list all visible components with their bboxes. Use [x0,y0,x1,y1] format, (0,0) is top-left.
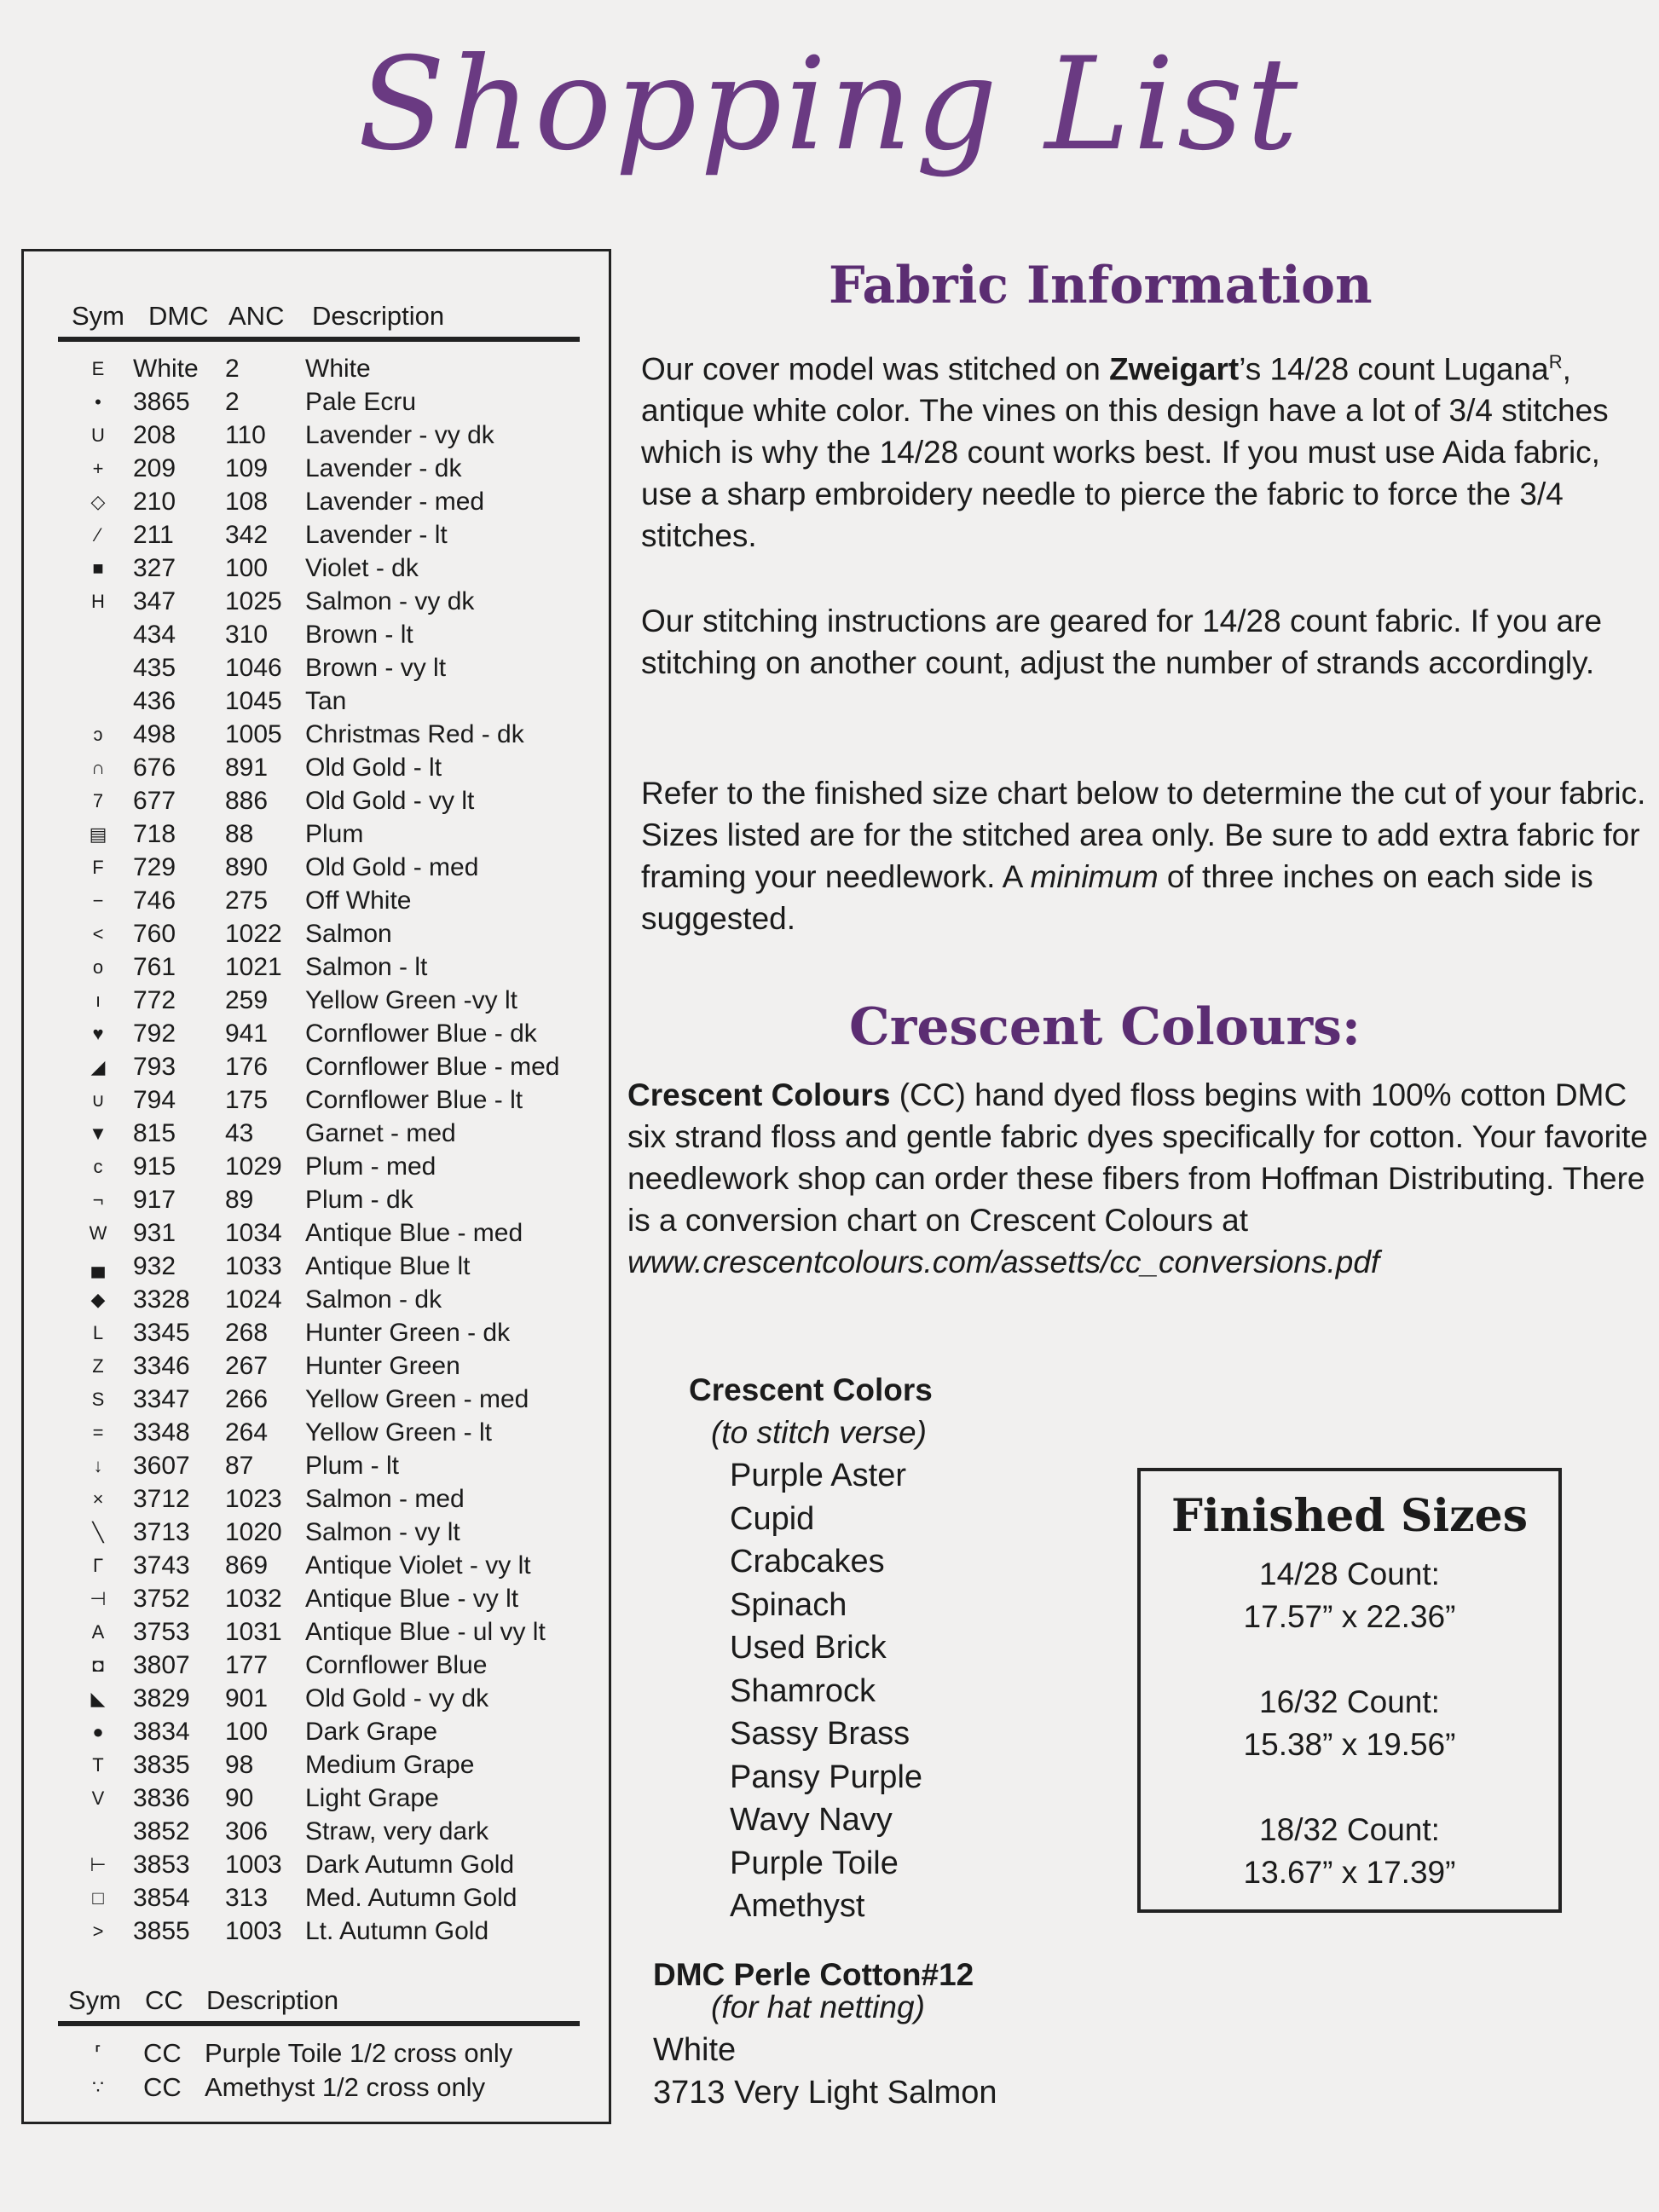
color-description: Garnet - med [305,1119,456,1147]
symbol: ■ [92,557,104,579]
color-row [24,1915,614,1948]
anchor-code: 43 [225,1119,254,1147]
symbol: + [92,458,104,479]
header-dmc: DMC [148,301,209,331]
symbol: ⊢ [90,1854,107,1875]
dmc-code: 347 [133,587,176,615]
color-description: Plum - lt [305,1452,400,1480]
color-description: Med. Autumn Gold [305,1884,517,1912]
anchor-code: 110 [225,421,266,449]
crescent-color-item: Sassy Brass [730,1716,910,1752]
anchor-code: 869 [225,1551,269,1580]
symbol: ∩ [91,757,105,778]
anchor-code: 2 [225,355,240,383]
color-description: Light Grape [305,1784,439,1812]
color-description: Antique Blue - vy lt [305,1585,519,1613]
dmc-code: 3836 [133,1784,190,1812]
color-description: Brown - vy lt [305,654,447,682]
symbol: < [92,923,104,944]
color-row [24,751,614,784]
perle-item-salmon: 3713 Very Light Salmon [653,2075,997,2111]
color-description: Lt. Autumn Gold [305,1917,489,1945]
symbol: ↓ [93,1455,103,1476]
crescent-list-heading: Crescent Colors [689,1372,933,1407]
anchor-code: 1023 [225,1485,282,1513]
color-row [24,1017,614,1050]
dmc-code: 498 [133,720,176,748]
color-row [24,1250,614,1283]
anchor-code: 100 [225,554,269,582]
anchor-code: 98 [225,1751,254,1779]
color-description: Salmon - dk [305,1285,442,1314]
symbol: U [91,424,105,446]
dmc-code: 729 [133,853,176,881]
dmc-code: 211 [133,521,174,549]
perle-heading: DMC Perle Cotton#12 [653,1957,974,1992]
anchor-code: 342 [225,521,269,549]
dmc-code: 792 [133,1019,176,1048]
symbol: ◆ [90,1289,106,1310]
anchor-code: 306 [225,1817,269,1845]
color-description: Old Gold - lt [305,754,442,782]
symbol: Z [92,1355,104,1377]
color-row [24,419,614,452]
size-dims-14: 17.57” x 22.36” [1243,1599,1456,1634]
color-row [24,684,614,718]
dmc-code: 3853 [133,1851,190,1879]
anchor-code: 1034 [225,1219,282,1247]
dmc-code: 3346 [133,1352,190,1380]
symbol: Γ [92,1555,104,1576]
dmc-code: 3712 [133,1485,190,1513]
perle-item-white: White [653,2032,737,2068]
crescent-color-item: Used Brick [730,1630,887,1666]
symbol: ◢ [90,1056,106,1077]
color-description: Lavender - dk [305,454,462,482]
color-description: Cornflower Blue - dk [305,1019,537,1048]
symbol: ▼ [89,1123,107,1144]
anchor-code: 109 [225,454,269,482]
color-description: Lavender - lt [305,521,448,549]
color-row [24,1682,614,1715]
color-row [24,851,614,884]
color-description: Hunter Green [305,1352,460,1380]
color-description: Salmon [305,920,392,948]
fabric-paragraph-1: Our cover model was stitched on Zweigart’s 14/28 count Lugana$^R$, antique white color. The vines on this design have a lot of 3/4 stitches which is why the 14/28 count works best. If you must use Aida fabric, use a sharp embroidery needle to pierce the fabric to force the 3/4 stitches. [641,351,1609,554]
anchor-code: 87 [225,1452,254,1480]
color-row [24,917,614,950]
color-row [24,485,614,518]
dmc-code: 760 [133,920,176,948]
crescent-color-item: Wavy Navy [730,1802,893,1838]
crescent-paragraph: Crescent Colours (CC) hand dyed floss begins with 100% cotton DMC six strand floss and gentle fabric dyes specifically for cotton. Your favorite needlework shop can order these fibers from Hoffman Distributing. There is a conversion chart on Crescent Colours at www.crescentcolours.com/assetts/cc_conversions.pdf [627,1077,1648,1279]
color-description: Dark Autumn Gold [305,1851,515,1879]
color-row [24,1117,614,1150]
dmc-code: 3835 [133,1751,190,1779]
dmc-code: 3807 [133,1651,190,1679]
color-row [24,884,614,917]
anchor-code: 1020 [225,1518,282,1546]
color-description: Lavender - med [305,488,485,516]
dmc-code: 772 [133,986,176,1014]
symbol: 7 [92,790,104,811]
anchor-code: 1045 [225,687,282,715]
color-description: Lavender - vy dk [305,421,494,449]
color-row [24,718,614,751]
color-description: Antique Blue - med [305,1219,523,1247]
dmc-code: 793 [133,1053,176,1081]
color-row [24,1615,614,1649]
dmc-code: 3834 [133,1718,190,1746]
dmc-code: 3328 [133,1285,190,1314]
dmc-code: 915 [133,1152,176,1181]
color-description: Old Gold - med [305,853,479,881]
symbol: = [92,1422,104,1443]
dmc-code: 815 [133,1119,176,1147]
size-count-14: 14/28 Count: [1259,1556,1440,1591]
crescent-list-subheading: (to stitch verse) [711,1415,927,1450]
color-row [24,1349,614,1383]
anchor-code: 941 [225,1019,269,1048]
color-description: Medium Grape [305,1751,475,1779]
color-description: White [305,355,371,383]
color-row [24,950,614,984]
symbol: T [92,1754,104,1776]
size-count-18: 18/32 Count: [1259,1812,1440,1847]
symbol: W [89,1222,107,1244]
color-description: Salmon - med [305,1485,465,1513]
fabric-paragraph-2: Our stitching instructions are geared for 14/28 count fabric. If you are stitching on another count, adjust the number of strands accordingly. [641,604,1603,680]
dmc-code: 3347 [133,1385,190,1413]
cc-header-cc: CC [145,1985,183,2015]
color-description: Plum [305,820,364,848]
color-description: Yellow Green - med [305,1385,529,1413]
color-row [24,1283,614,1316]
anchor-code: 89 [225,1186,254,1214]
dmc-code: 3829 [133,1684,190,1712]
color-description: Violet - dk [305,554,419,582]
finished-sizes-heading: Finished Sizes [1171,1490,1529,1542]
color-row [24,1216,614,1250]
anchor-code: 1032 [225,1585,282,1613]
cc-row [24,2071,614,2105]
color-row [24,1549,614,1582]
size-dims-16: 15.38” x 19.56” [1243,1727,1456,1762]
dmc-code: 3345 [133,1319,190,1347]
anchor-code: 1046 [225,654,282,682]
color-row [24,784,614,817]
dmc-code: 436 [133,687,176,715]
symbol: F [92,857,104,878]
header-sym: Sym [72,301,124,331]
color-description: Dark Grape [305,1718,438,1746]
crescent-heading: Crescent Colours: [849,997,1361,1057]
crescent-color-item: Purple Aster [730,1458,906,1493]
anchor-code: 1021 [225,953,282,981]
color-description: Cornflower Blue [305,1651,488,1679]
anchor-code: 1025 [225,587,282,615]
color-row [24,1582,614,1615]
dmc-code: 210 [133,488,176,516]
symbol: ı [95,990,101,1011]
color-description: Old Gold - vy dk [305,1684,489,1712]
cc-row [24,2036,614,2071]
color-description: Straw, very dark [305,1817,489,1845]
cc-description: Amethyst 1/2 cross only [205,2072,486,2102]
color-row [24,452,614,485]
color-row [24,552,614,585]
color-row [24,1316,614,1349]
color-row [24,1183,614,1216]
page-title: Shopping List [357,31,1302,179]
symbol: ╲ [92,1522,104,1543]
header-anc: ANC [228,301,285,331]
dmc-code: 677 [133,787,176,815]
dmc-code: 917 [133,1186,176,1214]
anchor-code: 891 [225,754,269,782]
symbol: A [91,1621,105,1643]
crescent-color-item: Amethyst [730,1888,865,1924]
color-row [24,1449,614,1482]
anchor-code: 1005 [225,720,282,748]
size-count-16: 16/32 Count: [1259,1684,1440,1719]
dmc-code: 931 [133,1219,176,1247]
color-row [24,1881,614,1915]
symbol: □ [92,1887,104,1909]
anchor-code: 1029 [225,1152,282,1181]
perle-subheading: (for hat netting) [711,1990,925,2024]
anchor-code: 108 [225,488,269,516]
anchor-code: 264 [225,1418,269,1447]
dmc-code: 3852 [133,1817,190,1845]
cc-code: CC [143,2072,182,2102]
color-description: Cornflower Blue - med [305,1053,560,1081]
anchor-code: 176 [225,1053,269,1081]
dmc-code: 676 [133,754,176,782]
dmc-code: 3854 [133,1884,190,1912]
color-description: Brown - lt [305,621,413,649]
symbol: ▤ [89,823,107,845]
anchor-code: 1024 [225,1285,282,1314]
dmc-code: 718 [133,820,176,848]
anchor-code: 175 [225,1086,269,1114]
crescent-color-item: Crabcakes [730,1544,885,1580]
color-description: Off White [305,887,412,915]
color-row [24,1416,614,1449]
anchor-code: 886 [225,787,269,815]
symbol: L [92,1322,104,1343]
crescent-color-item: Purple Toile [730,1845,899,1881]
color-row [24,1748,614,1782]
fabric-paragraph-3: Refer to the finished size chart below to determine the cut of your fabric. Sizes listed are for the stitched area only. Be sure to add extra fabric for framing your needlework. A minimum of three inches on each side is suggested. [641,776,1646,936]
color-row [24,1516,614,1549]
color-description: Antique Blue - ul vy lt [305,1618,546,1646]
color-row [24,1482,614,1516]
dmc-code: 3713 [133,1518,190,1546]
symbol: > [92,1920,104,1942]
color-description: Salmon - vy lt [305,1518,460,1546]
color-description: Cornflower Blue - lt [305,1086,523,1114]
crescent-color-item: Cupid [730,1500,815,1537]
dmc-code: 209 [133,454,176,482]
symbol: ⸢ [94,2042,102,2064]
symbol: − [92,890,104,911]
size-dims-18: 13.67” x 17.39” [1243,1855,1456,1890]
dmc-code: 3855 [133,1917,190,1945]
color-row [24,585,614,618]
crescent-url: www.crescentcolours.com/assetts/cc_conversions.pdf [627,1245,1380,1279]
dmc-code: 327 [133,554,176,582]
anchor-code: 177 [225,1651,269,1679]
symbol: V [91,1788,105,1809]
dmc-code: 3753 [133,1618,190,1646]
header-rule [58,337,580,342]
fabric-heading: Fabric Information [829,256,1373,315]
color-row [24,1083,614,1117]
symbol: ◘ [92,1655,104,1676]
color-row [24,1050,614,1083]
color-description: Salmon - lt [305,953,428,981]
symbol: o [92,956,104,978]
color-description: Antique Violet - vy lt [305,1551,531,1580]
color-row [24,817,614,851]
dmc-code: 746 [133,887,176,915]
color-description: Plum - med [305,1152,436,1181]
cc-code: CC [143,2038,182,2068]
anchor-code: 1003 [225,1917,282,1945]
crescent-color-item: Pansy Purple [730,1759,923,1795]
symbol: • [95,391,101,413]
color-row [24,651,614,684]
color-description: Hunter Green - dk [305,1319,511,1347]
symbol: ⁄ [96,524,100,546]
symbol: E [91,358,105,379]
anchor-code: 90 [225,1784,254,1812]
symbol: ♥ [92,1023,104,1044]
symbol: ↄ [93,724,103,745]
color-row [24,1782,614,1815]
color-row [24,385,614,419]
dmc-code: 3752 [133,1585,190,1613]
anchor-code: 100 [225,1718,269,1746]
symbol: ∪ [90,1089,106,1111]
symbol: H [91,591,105,612]
crescent-color-item: Spinach [730,1586,847,1623]
dmc-code: White [133,355,199,383]
symbol: c [93,1156,103,1177]
color-description: Salmon - vy dk [305,587,475,615]
symbol: ◇ [90,491,106,512]
anchor-code: 266 [225,1385,269,1413]
symbol: ⊣ [90,1588,107,1609]
dmc-code: 932 [133,1252,176,1280]
anchor-code: 267 [225,1352,269,1380]
dmc-code: 3865 [133,388,190,416]
color-description: Old Gold - vy lt [305,787,475,815]
color-row [24,1649,614,1682]
dmc-code: 3607 [133,1452,190,1480]
anchor-code: 1031 [225,1618,282,1646]
color-description: Yellow Green -vy lt [305,986,517,1014]
dmc-code: 434 [133,621,176,649]
color-description: Tan [305,687,347,715]
color-row [24,518,614,552]
color-description: Yellow Green - lt [305,1418,492,1447]
color-row [24,1848,614,1881]
symbol: ● [92,1721,104,1742]
cc-header-description: Description [206,1985,339,2015]
symbol: ◣ [90,1688,106,1709]
symbol: S [91,1389,105,1410]
header-description: Description [312,301,445,331]
cc-header-rule [58,2021,580,2026]
symbol: × [92,1488,104,1510]
dmc-code: 435 [133,654,176,682]
color-description: Christmas Red - dk [305,720,524,748]
dmc-code: 761 [133,953,176,981]
color-row [24,1715,614,1748]
cc-header-sym: Sym [68,1985,121,2015]
dmc-code: 3348 [133,1418,190,1447]
color-description: Plum - dk [305,1186,413,1214]
zweigart-brand: Zweigart [1109,351,1240,387]
symbol: ¬ [92,1189,104,1210]
color-row [24,1815,614,1848]
anchor-code: 259 [225,986,269,1014]
color-row [24,618,614,651]
color-row [24,984,614,1017]
symbol: ∵ [92,2076,104,2098]
anchor-code: 1033 [225,1252,282,1280]
anchor-code: 88 [225,820,254,848]
finished-sizes-box [1137,1468,1562,1913]
cc-description: Purple Toile 1/2 cross only [205,2038,513,2068]
anchor-code: 268 [225,1319,269,1347]
dmc-code: 208 [133,421,176,449]
color-row [24,1383,614,1416]
anchor-code: 275 [225,887,269,915]
anchor-code: 1003 [225,1851,282,1879]
color-key-table [21,249,611,2124]
anchor-code: 313 [225,1884,269,1912]
crescent-color-item: Shamrock [730,1672,876,1709]
anchor-code: 1022 [225,920,282,948]
anchor-code: 310 [225,621,269,649]
color-row [24,352,614,385]
anchor-code: 2 [225,388,240,416]
color-description: Antique Blue lt [305,1252,471,1280]
dmc-code: 3743 [133,1551,190,1580]
symbol: ▄ [91,1256,105,1277]
anchor-code: 890 [225,853,269,881]
anchor-code: 901 [225,1684,269,1712]
color-row [24,1150,614,1183]
dmc-code: 794 [133,1086,176,1114]
color-description: Pale Ecru [305,388,417,416]
